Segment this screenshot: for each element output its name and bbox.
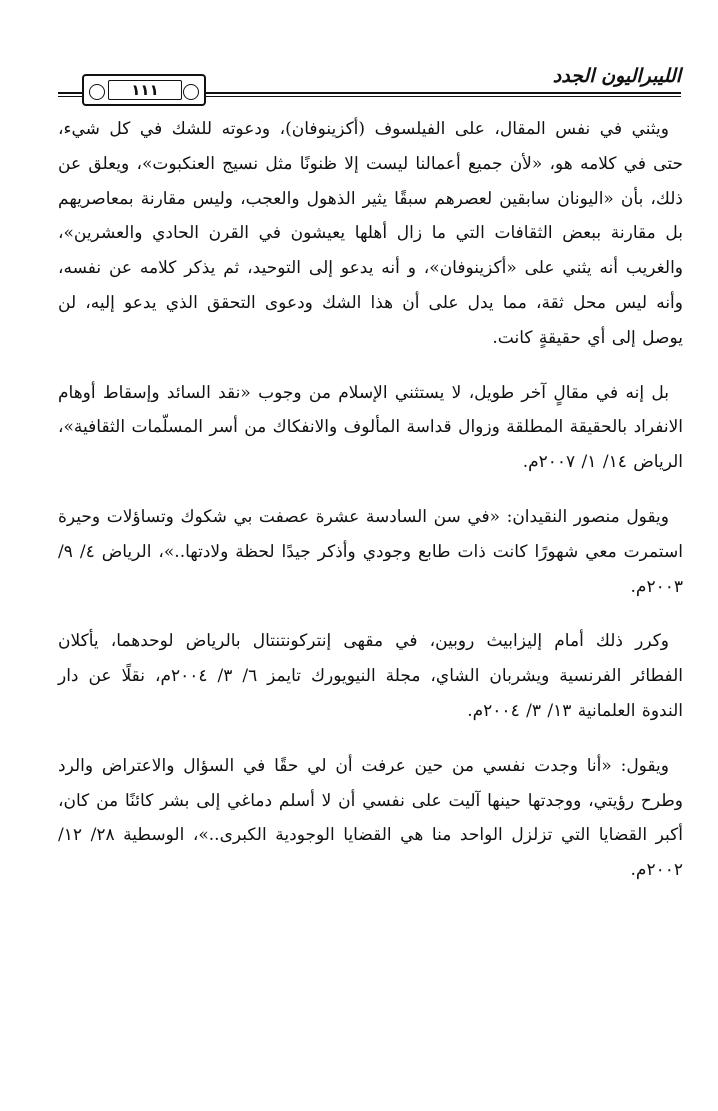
ornament-right-icon — [183, 84, 199, 100]
paragraph-1: ويثني في نفس المقال، على الفيلسوف (أكزينوفان)، ودعوته للشك في كل شيء، حتى في كلامه هو، «لأن جميع أعمالنا ليست إلا ظنونًا مثل نسيج العنكبوت»، ويعلق عن ذلك، بأن «اليونان سابقين لعصرهم سبقًا يثير الذهول والعجب، وليس مقارنة بمعاصريهم بل مقارنة ببعض الثقافات التي ما زال أهلها يعيشون في القرن الحادي والعشرين»، والغريب أنه يثني على «أكزينوفان»، و أنه يدعو إلى التوحيد، ثم يذكر كلامه عن نفسه، وأنه ليس محل ثقة، مما يدل على أن هذا الشك ودعوى التحقق الذي يدعو إليه، لن يوصل إلى أي حقيقةٍ كانت. — [58, 119, 683, 348]
page-number-ornament — [82, 74, 206, 106]
paragraph-5: ويقول: «أنا وجدت نفسي من حين عرفت أن لي حقًا في السؤال والاعتراض والرد وطرح رؤيتي، ووجدتها حينها آليت على نفسي أن لا أسلم دماغي إلى بشر كائنًا من كان، أكبر القضايا التي تزلزل الواحد منا هي القضايا الوجودية الكبرى..»، الوسطية ٢٨/ ١٢/ ٢٠٠٢م. — [58, 755, 683, 881]
paragraph-2: بل إنه في مقالٍ آخر طويل، لا يستثني الإسلام من وجوب «نقد السائد وإسقاط أوهام الانفراد بالحقيقة المطلقة وزوال قداسة المألوف والانفكاك من أسر المسلّمات الثقافية»، الرياض ١٤/ ١/ ٢٠٠٧م. — [58, 382, 683, 473]
running-title: الليبراليون الجدد — [545, 62, 681, 90]
page-number: ١١١ — [108, 80, 182, 100]
body-text — [58, 112, 683, 908]
ornament-left-icon — [89, 84, 105, 100]
paragraph-3: ويقول منصور النقيدان: «في سن السادسة عشرة عصفت بي شكوك وتساؤلات وحيرة استمرت معي شهورًا كانت ذات طابع وجودي وأذكر جيدًا لحظة ولادتها..»، الرياض ٤/ ٩/ ٢٠٠٣م. — [58, 506, 683, 597]
page-header — [58, 62, 681, 104]
paragraph-4: وكرر ذلك أمام إليزابيث روبين، في مقهى إنتركونتنتال بالرياض لوحدهما، يأكلان الفطائر الفرنسية ويشربان الشاي، مجلة النيويورك تايمز ٦/ ٣/ ٢٠٠٤م، نقلًا عن دار الندوة العلمانية ١٣/ ٣/ ٢٠٠٤م. — [58, 631, 683, 721]
page-number-frame — [82, 74, 208, 108]
